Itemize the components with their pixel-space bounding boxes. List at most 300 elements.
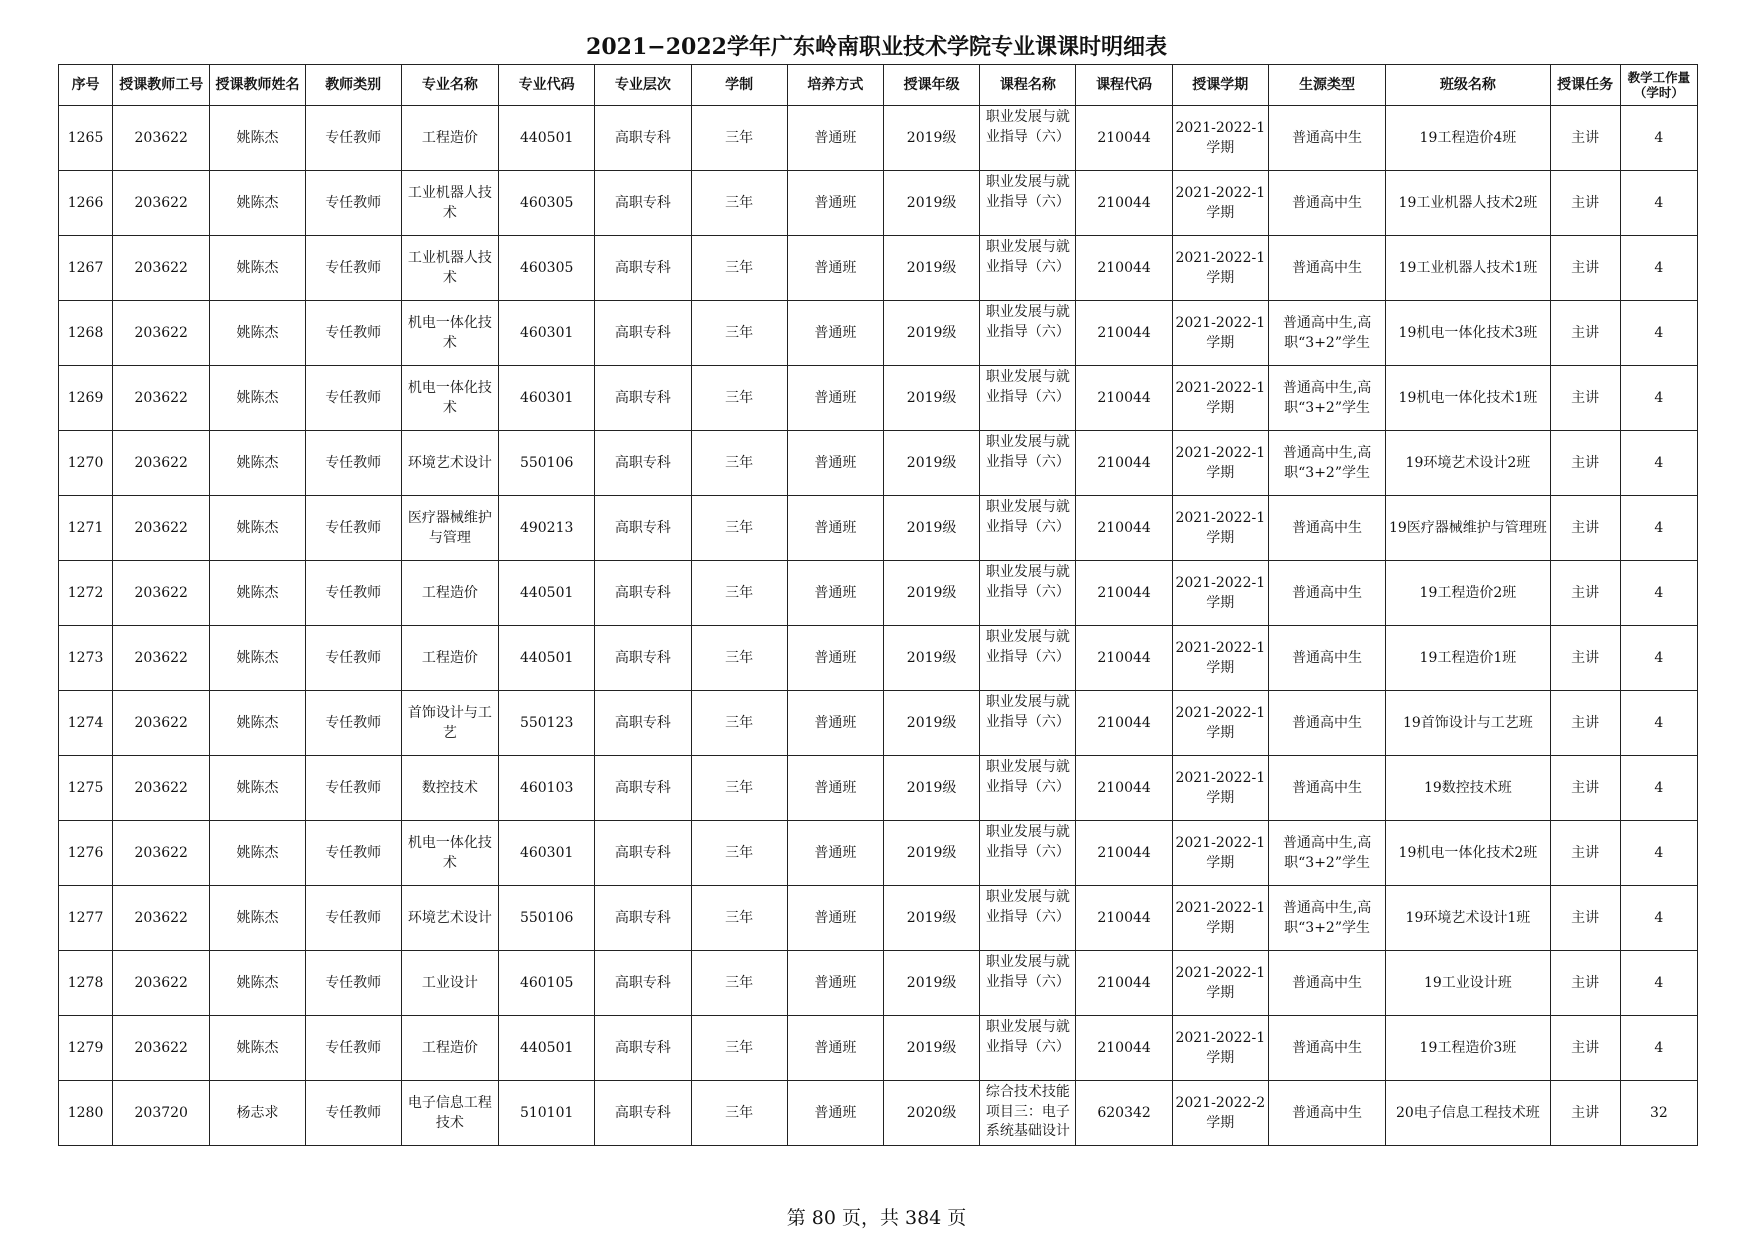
class-name-cell: 19机电一体化技术1班	[1386, 366, 1550, 431]
class-name-cell: 19工业机器人技术2班	[1386, 171, 1550, 236]
teacher-id-cell: 203622	[113, 106, 210, 171]
major-name-cell: 工业机器人技术	[401, 171, 498, 236]
class-name-cell: 20电子信息工程技术班	[1386, 1081, 1550, 1146]
course-name-cell	[980, 1081, 1076, 1146]
teacher-name-cell: 姚陈杰	[210, 496, 305, 561]
course-name-cell	[980, 691, 1076, 756]
header-cell: 课程代码	[1076, 65, 1172, 106]
course-name-cell	[980, 626, 1076, 691]
major-code-cell: 550106	[499, 886, 595, 951]
course-code-cell: 210044	[1076, 171, 1172, 236]
header-cell: 授课学期	[1172, 65, 1268, 106]
course-name-text: 职业发展与就业指导（六）	[985, 954, 1070, 990]
row-number-cell: 1267	[59, 236, 113, 301]
teacher-id-cell: 203622	[113, 236, 210, 301]
teaching-task-cell: 主讲	[1550, 1081, 1620, 1146]
semester-cell: 2021-2022-1学期	[1172, 626, 1268, 691]
teacher-name-cell: 姚陈杰	[210, 366, 305, 431]
course-name-text: 职业发展与就业指导（六）	[985, 1019, 1070, 1055]
training-mode-cell: 普通班	[787, 1016, 883, 1081]
program-length-cell: 三年	[691, 756, 787, 821]
program-length-cell: 三年	[691, 626, 787, 691]
teacher-name-cell: 姚陈杰	[210, 301, 305, 366]
teacher-name-cell: 姚陈杰	[210, 951, 305, 1016]
teaching-task-cell: 主讲	[1550, 691, 1620, 756]
major-name-cell: 首饰设计与工艺	[401, 691, 498, 756]
teacher-id-cell: 203622	[113, 626, 210, 691]
teacher-id-cell: 203622	[113, 561, 210, 626]
teaching-task-cell: 主讲	[1550, 171, 1620, 236]
student-source-cell: 普通高中生	[1268, 496, 1385, 561]
course-name-cell	[980, 756, 1076, 821]
teacher-category-cell: 专任教师	[305, 496, 401, 561]
student-source-cell: 普通高中生,高职“3+2”学生	[1268, 821, 1385, 886]
major-code-cell: 550123	[499, 691, 595, 756]
header-cell: 授课年级	[883, 65, 979, 106]
class-name-cell: 19机电一体化技术3班	[1386, 301, 1550, 366]
major-code-cell: 460305	[499, 171, 595, 236]
course-code-cell: 210044	[1076, 106, 1172, 171]
major-name-cell: 工程造价	[401, 106, 498, 171]
major-code-cell: 440501	[499, 106, 595, 171]
workload-hours-cell: 4	[1620, 366, 1697, 431]
teacher-category-cell: 专任教师	[305, 821, 401, 886]
grade-cell: 2019级	[883, 301, 979, 366]
teacher-name-cell: 姚陈杰	[210, 626, 305, 691]
teaching-task-cell: 主讲	[1550, 431, 1620, 496]
semester-cell: 2021-2022-1学期	[1172, 1016, 1268, 1081]
program-length-cell: 三年	[691, 496, 787, 561]
teacher-name-cell: 姚陈杰	[210, 106, 305, 171]
teacher-id-cell: 203622	[113, 496, 210, 561]
semester-cell: 2021-2022-1学期	[1172, 756, 1268, 821]
course-code-cell: 210044	[1076, 236, 1172, 301]
table-row	[59, 886, 1698, 951]
student-source-cell: 普通高中生,高职“3+2”学生	[1268, 886, 1385, 951]
workload-hours-cell: 4	[1620, 301, 1697, 366]
teacher-category-cell: 专任教师	[305, 561, 401, 626]
semester-cell: 2021-2022-1学期	[1172, 236, 1268, 301]
course-name-text: 职业发展与就业指导（六）	[985, 239, 1070, 275]
teacher-category-cell: 专任教师	[305, 951, 401, 1016]
student-source-cell: 普通高中生,高职“3+2”学生	[1268, 301, 1385, 366]
teaching-task-cell: 主讲	[1550, 951, 1620, 1016]
class-name-cell: 19工程造价4班	[1386, 106, 1550, 171]
course-code-cell: 210044	[1076, 301, 1172, 366]
workload-hours-cell: 4	[1620, 236, 1697, 301]
row-number-cell: 1279	[59, 1016, 113, 1081]
major-level-cell: 高职专科	[595, 301, 691, 366]
table-body	[59, 106, 1698, 1146]
course-name-text: 职业发展与就业指导（六）	[985, 434, 1070, 470]
major-name-cell: 工业机器人技术	[401, 236, 498, 301]
teacher-category-cell: 专任教师	[305, 626, 401, 691]
grade-cell: 2019级	[883, 431, 979, 496]
program-length-cell: 三年	[691, 106, 787, 171]
table-row	[59, 756, 1698, 821]
teaching-task-cell: 主讲	[1550, 301, 1620, 366]
course-name-cell	[980, 886, 1076, 951]
training-mode-cell: 普通班	[787, 496, 883, 561]
table-header	[59, 65, 1698, 106]
program-length-cell: 三年	[691, 301, 787, 366]
program-length-cell: 三年	[691, 1081, 787, 1146]
program-length-cell: 三年	[691, 171, 787, 236]
training-mode-cell: 普通班	[787, 821, 883, 886]
major-code-cell: 440501	[499, 561, 595, 626]
teacher-id-cell: 203622	[113, 431, 210, 496]
row-number-cell: 1273	[59, 626, 113, 691]
program-length-cell: 三年	[691, 951, 787, 1016]
major-level-cell: 高职专科	[595, 366, 691, 431]
teaching-task-cell: 主讲	[1550, 886, 1620, 951]
header-cell: 学制	[691, 65, 787, 106]
major-level-cell: 高职专科	[595, 821, 691, 886]
table-row	[59, 496, 1698, 561]
semester-cell: 2021-2022-1学期	[1172, 496, 1268, 561]
student-source-cell: 普通高中生	[1268, 626, 1385, 691]
row-number-cell: 1275	[59, 756, 113, 821]
table-row	[59, 1016, 1698, 1081]
major-code-cell: 460305	[499, 236, 595, 301]
table-row	[59, 1081, 1698, 1146]
class-name-cell: 19数控技术班	[1386, 756, 1550, 821]
major-code-cell: 460105	[499, 951, 595, 1016]
student-source-cell: 普通高中生	[1268, 756, 1385, 821]
row-number-cell: 1272	[59, 561, 113, 626]
training-mode-cell: 普通班	[787, 886, 883, 951]
student-source-cell: 普通高中生	[1268, 691, 1385, 756]
workload-hours-cell: 4	[1620, 106, 1697, 171]
teacher-name-cell: 杨志求	[210, 1081, 305, 1146]
row-number-cell: 1269	[59, 366, 113, 431]
student-source-cell: 普通高中生,高职“3+2”学生	[1268, 431, 1385, 496]
course-code-cell: 210044	[1076, 626, 1172, 691]
teacher-category-cell: 专任教师	[305, 691, 401, 756]
major-code-cell: 510101	[499, 1081, 595, 1146]
course-name-cell	[980, 1016, 1076, 1081]
teaching-task-cell: 主讲	[1550, 821, 1620, 886]
training-mode-cell: 普通班	[787, 561, 883, 626]
teacher-category-cell: 专任教师	[305, 431, 401, 496]
table-row	[59, 171, 1698, 236]
workload-hours-cell: 4	[1620, 821, 1697, 886]
grade-cell: 2019级	[883, 626, 979, 691]
major-level-cell: 高职专科	[595, 691, 691, 756]
course-name-cell	[980, 366, 1076, 431]
teaching-task-cell: 主讲	[1550, 1016, 1620, 1081]
header-cell: 专业代码	[499, 65, 595, 106]
row-number-cell: 1271	[59, 496, 113, 561]
course-name-text: 职业发展与就业指导（六）	[985, 499, 1070, 535]
program-length-cell: 三年	[691, 236, 787, 301]
training-mode-cell: 普通班	[787, 951, 883, 1016]
workload-hours-cell: 4	[1620, 951, 1697, 1016]
training-mode-cell: 普通班	[787, 431, 883, 496]
major-level-cell: 高职专科	[595, 1016, 691, 1081]
semester-cell: 2021-2022-1学期	[1172, 821, 1268, 886]
teacher-name-cell: 姚陈杰	[210, 171, 305, 236]
major-level-cell: 高职专科	[595, 496, 691, 561]
teacher-name-cell: 姚陈杰	[210, 691, 305, 756]
row-number-cell: 1276	[59, 821, 113, 886]
student-source-cell: 普通高中生	[1268, 1016, 1385, 1081]
course-name-cell	[980, 496, 1076, 561]
teacher-name-cell: 姚陈杰	[210, 561, 305, 626]
header-cell: 专业名称	[401, 65, 498, 106]
major-code-cell: 460301	[499, 821, 595, 886]
teacher-id-cell: 203622	[113, 886, 210, 951]
training-mode-cell: 普通班	[787, 106, 883, 171]
teacher-category-cell: 专任教师	[305, 301, 401, 366]
program-length-cell: 三年	[691, 886, 787, 951]
training-mode-cell: 普通班	[787, 366, 883, 431]
grade-cell: 2019级	[883, 171, 979, 236]
header-cell: 教师类别	[305, 65, 401, 106]
major-level-cell: 高职专科	[595, 431, 691, 496]
header-cell: 生源类型	[1268, 65, 1385, 106]
header-cell: 序号	[59, 65, 113, 106]
workload-hours-cell: 4	[1620, 1016, 1697, 1081]
major-name-cell: 医疗器械维护与管理	[401, 496, 498, 561]
teacher-id-cell: 203720	[113, 1081, 210, 1146]
workload-hours-cell: 4	[1620, 756, 1697, 821]
course-name-cell	[980, 236, 1076, 301]
major-level-cell: 高职专科	[595, 756, 691, 821]
major-code-cell: 460301	[499, 301, 595, 366]
header-cell: 培养方式	[787, 65, 883, 106]
class-name-cell: 19医疗器械维护与管理班	[1386, 496, 1550, 561]
grade-cell: 2019级	[883, 106, 979, 171]
workload-hours-cell: 4	[1620, 626, 1697, 691]
teacher-name-cell: 姚陈杰	[210, 1016, 305, 1081]
teacher-name-cell: 姚陈杰	[210, 431, 305, 496]
training-mode-cell: 普通班	[787, 691, 883, 756]
semester-cell: 2021-2022-1学期	[1172, 366, 1268, 431]
teacher-name-cell: 姚陈杰	[210, 236, 305, 301]
teacher-id-cell: 203622	[113, 756, 210, 821]
major-name-cell: 机电一体化技术	[401, 366, 498, 431]
grade-cell: 2019级	[883, 496, 979, 561]
course-code-cell: 210044	[1076, 691, 1172, 756]
course-name-text: 职业发展与就业指导（六）	[985, 304, 1070, 340]
course-name-text: 职业发展与就业指导（六）	[985, 824, 1070, 860]
course-hours-table	[58, 64, 1698, 1146]
class-name-cell: 19环境艺术设计2班	[1386, 431, 1550, 496]
course-name-cell	[980, 171, 1076, 236]
page-title: 2021−2022学年广东岭南职业技术学院专业课课时明细表	[586, 34, 1167, 60]
grade-cell: 2019级	[883, 1016, 979, 1081]
teacher-category-cell: 专任教师	[305, 1081, 401, 1146]
course-name-text: 职业发展与就业指导（六）	[985, 694, 1070, 730]
semester-cell: 2021-2022-1学期	[1172, 301, 1268, 366]
semester-cell: 2021-2022-1学期	[1172, 431, 1268, 496]
course-name-text: 职业发展与就业指导（六）	[985, 369, 1070, 405]
major-code-cell: 440501	[499, 1016, 595, 1081]
row-number-cell: 1266	[59, 171, 113, 236]
table-row	[59, 821, 1698, 886]
teaching-task-cell: 主讲	[1550, 236, 1620, 301]
teacher-category-cell: 专任教师	[305, 886, 401, 951]
teacher-category-cell: 专任教师	[305, 756, 401, 821]
teaching-task-cell: 主讲	[1550, 366, 1620, 431]
table-row	[59, 561, 1698, 626]
course-code-cell: 210044	[1076, 1016, 1172, 1081]
semester-cell: 2021-2022-1学期	[1172, 951, 1268, 1016]
row-number-cell: 1277	[59, 886, 113, 951]
program-length-cell: 三年	[691, 691, 787, 756]
training-mode-cell: 普通班	[787, 756, 883, 821]
student-source-cell: 普通高中生	[1268, 951, 1385, 1016]
student-source-cell: 普通高中生	[1268, 171, 1385, 236]
training-mode-cell: 普通班	[787, 236, 883, 301]
teacher-category-cell: 专任教师	[305, 171, 401, 236]
teacher-name-cell: 姚陈杰	[210, 756, 305, 821]
semester-cell: 2021-2022-1学期	[1172, 691, 1268, 756]
program-length-cell: 三年	[691, 366, 787, 431]
workload-hours-cell: 4	[1620, 691, 1697, 756]
major-name-cell: 机电一体化技术	[401, 821, 498, 886]
header-cell: 授课教师工号	[113, 65, 210, 106]
major-name-cell: 电子信息工程技术	[401, 1081, 498, 1146]
header-cell: 专业层次	[595, 65, 691, 106]
course-name-text: 职业发展与就业指导（六）	[985, 564, 1070, 600]
teacher-id-cell: 203622	[113, 691, 210, 756]
training-mode-cell: 普通班	[787, 1081, 883, 1146]
grade-cell: 2019级	[883, 886, 979, 951]
table-row	[59, 236, 1698, 301]
workload-hours-cell: 4	[1620, 496, 1697, 561]
workload-hours-cell: 4	[1620, 171, 1697, 236]
class-name-cell: 19工业设计班	[1386, 951, 1550, 1016]
course-code-cell: 210044	[1076, 496, 1172, 561]
teacher-category-cell: 专任教师	[305, 106, 401, 171]
table-row	[59, 951, 1698, 1016]
teacher-category-cell: 专任教师	[305, 1016, 401, 1081]
major-level-cell: 高职专科	[595, 1081, 691, 1146]
table-row	[59, 691, 1698, 756]
course-code-cell: 210044	[1076, 951, 1172, 1016]
student-source-cell: 普通高中生,高职“3+2”学生	[1268, 366, 1385, 431]
course-name-cell	[980, 301, 1076, 366]
major-name-cell: 环境艺术设计	[401, 886, 498, 951]
class-name-cell: 19工程造价1班	[1386, 626, 1550, 691]
course-name-cell	[980, 951, 1076, 1016]
course-name-text: 职业发展与就业指导（六）	[985, 889, 1070, 925]
major-name-cell: 工业设计	[401, 951, 498, 1016]
class-name-cell: 19机电一体化技术2班	[1386, 821, 1550, 886]
course-code-cell: 620342	[1076, 1081, 1172, 1146]
workload-hours-cell: 32	[1620, 1081, 1697, 1146]
class-name-cell: 19环境艺术设计1班	[1386, 886, 1550, 951]
course-code-cell: 210044	[1076, 561, 1172, 626]
teacher-name-cell: 姚陈杰	[210, 886, 305, 951]
class-name-cell: 19工业机器人技术1班	[1386, 236, 1550, 301]
row-number-cell: 1274	[59, 691, 113, 756]
header-cell: 教学工作量（学时）	[1620, 65, 1697, 106]
semester-cell: 2021-2022-1学期	[1172, 106, 1268, 171]
semester-cell: 2021-2022-1学期	[1172, 886, 1268, 951]
major-level-cell: 高职专科	[595, 951, 691, 1016]
course-name-cell	[980, 821, 1076, 886]
class-name-cell: 19工程造价2班	[1386, 561, 1550, 626]
header-row	[59, 65, 1698, 106]
student-source-cell: 普通高中生	[1268, 236, 1385, 301]
student-source-cell: 普通高中生	[1268, 106, 1385, 171]
course-code-cell: 210044	[1076, 886, 1172, 951]
course-name-text: 职业发展与就业指导（六）	[985, 629, 1070, 665]
page-footer: 第 80 页，共 384 页	[786, 1207, 967, 1229]
row-number-cell: 1278	[59, 951, 113, 1016]
teaching-task-cell: 主讲	[1550, 626, 1620, 691]
header-cell: 班级名称	[1386, 65, 1550, 106]
workload-hours-cell: 4	[1620, 886, 1697, 951]
row-number-cell: 1270	[59, 431, 113, 496]
course-code-cell: 210044	[1076, 431, 1172, 496]
table-row	[59, 626, 1698, 691]
table-row	[59, 431, 1698, 496]
major-code-cell: 460301	[499, 366, 595, 431]
row-number-cell: 1265	[59, 106, 113, 171]
grade-cell: 2020级	[883, 1081, 979, 1146]
program-length-cell: 三年	[691, 821, 787, 886]
header-cell: 授课任务	[1550, 65, 1620, 106]
teacher-id-cell: 203622	[113, 1016, 210, 1081]
student-source-cell: 普通高中生	[1268, 561, 1385, 626]
grade-cell: 2019级	[883, 821, 979, 886]
semester-cell: 2021-2022-1学期	[1172, 171, 1268, 236]
workload-hours-cell: 4	[1620, 431, 1697, 496]
teacher-id-cell: 203622	[113, 366, 210, 431]
course-name-text: 职业发展与就业指导（六）	[985, 109, 1070, 145]
major-name-cell: 数控技术	[401, 756, 498, 821]
semester-cell: 2021-2022-1学期	[1172, 561, 1268, 626]
table-row	[59, 106, 1698, 171]
program-length-cell: 三年	[691, 431, 787, 496]
student-source-cell: 普通高中生	[1268, 1081, 1385, 1146]
major-level-cell: 高职专科	[595, 236, 691, 301]
major-level-cell: 高职专科	[595, 886, 691, 951]
teaching-task-cell: 主讲	[1550, 561, 1620, 626]
teaching-task-cell: 主讲	[1550, 106, 1620, 171]
course-name-text: 职业发展与就业指导（六）	[985, 759, 1070, 795]
training-mode-cell: 普通班	[787, 301, 883, 366]
teacher-id-cell: 203622	[113, 301, 210, 366]
course-name-cell	[980, 431, 1076, 496]
grade-cell: 2019级	[883, 951, 979, 1016]
table-row	[59, 301, 1698, 366]
course-code-cell: 210044	[1076, 821, 1172, 886]
course-code-cell: 210044	[1076, 366, 1172, 431]
major-level-cell: 高职专科	[595, 171, 691, 236]
row-number-cell: 1280	[59, 1081, 113, 1146]
header-cell: 课程名称	[980, 65, 1076, 106]
major-name-cell: 环境艺术设计	[401, 431, 498, 496]
teacher-id-cell: 203622	[113, 171, 210, 236]
grade-cell: 2019级	[883, 561, 979, 626]
major-name-cell: 机电一体化技术	[401, 301, 498, 366]
major-level-cell: 高职专科	[595, 626, 691, 691]
row-number-cell: 1268	[59, 301, 113, 366]
major-level-cell: 高职专科	[595, 561, 691, 626]
grade-cell: 2019级	[883, 756, 979, 821]
major-code-cell: 460103	[499, 756, 595, 821]
program-length-cell: 三年	[691, 561, 787, 626]
training-mode-cell: 普通班	[787, 626, 883, 691]
grade-cell: 2019级	[883, 366, 979, 431]
course-name-cell	[980, 106, 1076, 171]
major-name-cell: 工程造价	[401, 561, 498, 626]
